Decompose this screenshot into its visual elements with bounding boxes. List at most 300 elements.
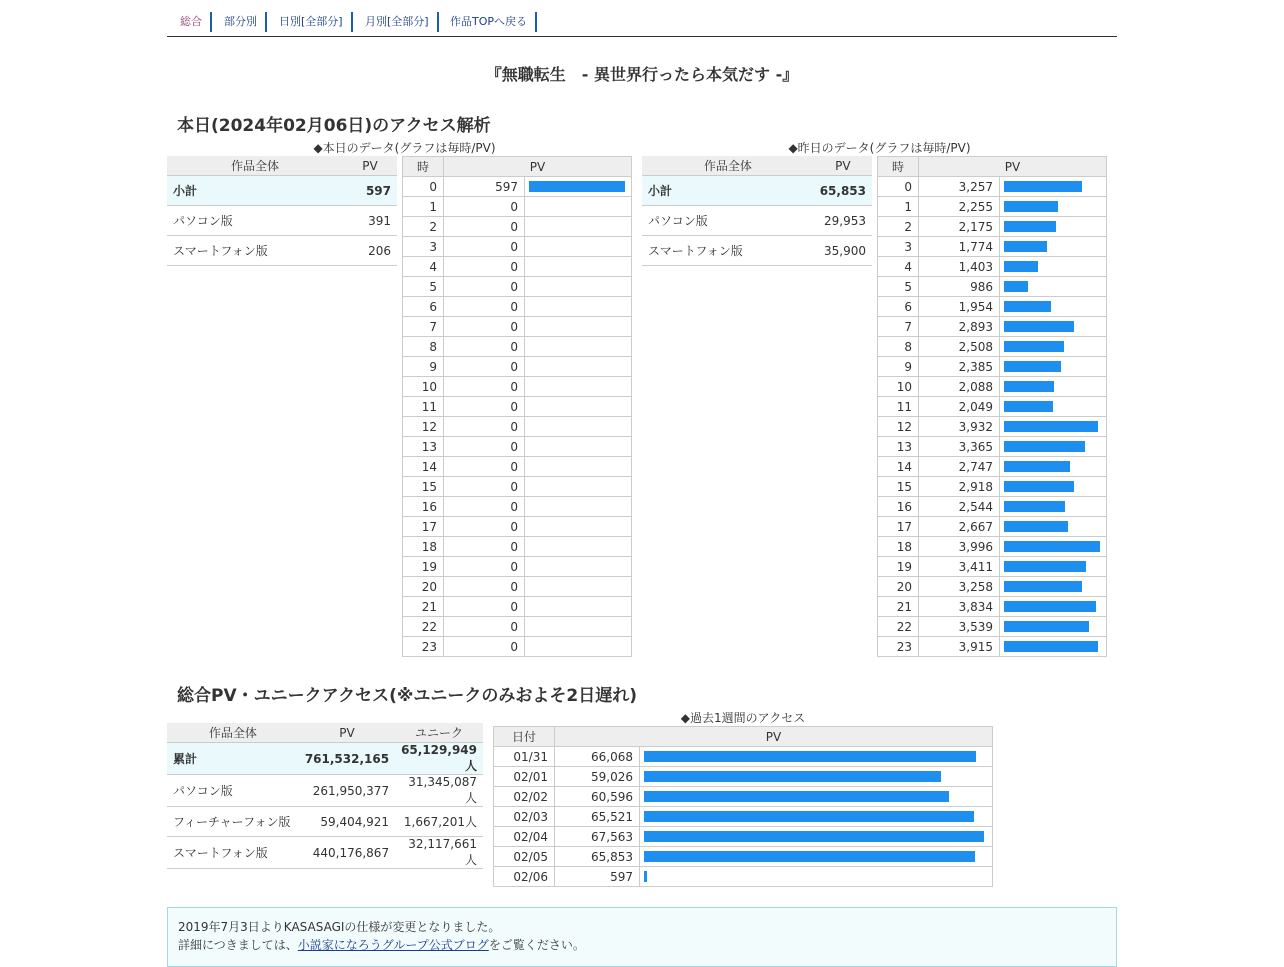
hour-cell: 9 — [878, 357, 919, 377]
hour-bar-cell — [1000, 437, 1107, 457]
row-label: 累計 — [167, 743, 299, 775]
hour-row — [878, 397, 1107, 417]
pv-bar — [1004, 401, 1053, 412]
nav-bar — [167, 10, 1117, 37]
hour-cell: 19 — [878, 557, 919, 577]
yesterday-summary-table — [642, 156, 872, 266]
pv-bar — [1004, 521, 1068, 532]
row-pv: 391 — [343, 206, 397, 236]
hour-row — [403, 477, 632, 497]
hour-row — [878, 357, 1107, 377]
hour-pv: 0 — [444, 457, 525, 477]
hour-cell: 11 — [403, 397, 444, 417]
hour-pv: 0 — [444, 537, 525, 557]
pv-bar — [1004, 341, 1064, 352]
hour-row — [878, 597, 1107, 617]
hour-pv: 2,893 — [919, 317, 1000, 337]
hour-bar-cell — [525, 457, 632, 477]
pv-bar — [644, 751, 976, 762]
hour-pv: 2,049 — [919, 397, 1000, 417]
hour-cell: 6 — [878, 297, 919, 317]
hour-cell: 3 — [403, 237, 444, 257]
hour-pv: 0 — [444, 397, 525, 417]
hour-row — [403, 237, 632, 257]
hour-pv: 2,385 — [919, 357, 1000, 377]
hour-cell: 16 — [878, 497, 919, 517]
hour-bar-cell — [1000, 477, 1107, 497]
hour-bar-cell — [1000, 237, 1107, 257]
pv-bar — [1004, 461, 1070, 472]
pv-bar — [1004, 301, 1051, 312]
summary-row — [167, 837, 483, 869]
pv-bar — [1004, 421, 1098, 432]
hour-row — [878, 457, 1107, 477]
pv-bar — [1004, 501, 1065, 512]
summary-row — [642, 176, 872, 206]
week-pv: 65,521 — [555, 807, 640, 827]
hour-cell: 1 — [878, 197, 919, 217]
week-row — [494, 747, 993, 767]
hour-row — [878, 477, 1107, 497]
hour-bar-cell — [1000, 577, 1107, 597]
hour-pv: 3,539 — [919, 617, 1000, 637]
nav-by-part[interactable]: 部分別 — [224, 12, 267, 32]
row-label: パソコン版 — [167, 775, 299, 807]
hour-cell: 11 — [878, 397, 919, 417]
week-bar-cell — [640, 787, 993, 807]
pv-bar — [644, 851, 975, 862]
hour-cell: 4 — [403, 257, 444, 277]
week-bar-cell — [640, 827, 993, 847]
hour-pv: 0 — [444, 357, 525, 377]
pv-bar — [1004, 541, 1100, 552]
hour-row — [878, 237, 1107, 257]
hour-row — [878, 617, 1107, 637]
hour-pv: 2,175 — [919, 217, 1000, 237]
week-date: 01/31 — [494, 747, 555, 767]
week-bar-cell — [640, 767, 993, 787]
hour-bar-cell — [1000, 197, 1107, 217]
pv-bar — [1004, 321, 1074, 332]
hour-cell: 10 — [878, 377, 919, 397]
row-pv: 35,900 — [814, 236, 872, 266]
hour-cell: 20 — [403, 577, 444, 597]
week-bar-cell — [640, 847, 993, 867]
hour-bar-cell — [525, 637, 632, 657]
hour-row — [878, 277, 1107, 297]
hour-pv: 0 — [444, 597, 525, 617]
hour-pv: 2,747 — [919, 457, 1000, 477]
hour-cell: 22 — [403, 617, 444, 637]
hour-cell: 3 — [878, 237, 919, 257]
week-bar-cell — [640, 807, 993, 827]
weekly-table — [493, 726, 993, 887]
hour-cell: 0 — [878, 177, 919, 197]
summary-row — [167, 743, 483, 775]
today-caption: ◆本日のデータ(グラフは毎時/PV) — [313, 141, 496, 155]
hour-pv: 0 — [444, 417, 525, 437]
week-bar-cell — [640, 867, 993, 887]
hour-row — [878, 257, 1107, 277]
yesterday-caption: ◆昨日のデータ(グラフは毎時/PV) — [788, 141, 971, 155]
hour-pv: 3,258 — [919, 577, 1000, 597]
hour-cell: 2 — [878, 217, 919, 237]
pv-bar — [1004, 481, 1074, 492]
hour-row — [403, 637, 632, 657]
row-label: パソコン版 — [642, 206, 814, 236]
hour-cell: 20 — [878, 577, 919, 597]
hour-row — [403, 197, 632, 217]
row-label: フィーチャーフォン版 — [167, 807, 299, 837]
hour-pv: 2,088 — [919, 377, 1000, 397]
hour-cell: 9 — [403, 357, 444, 377]
week-date: 02/06 — [494, 867, 555, 887]
hour-pv: 3,932 — [919, 417, 1000, 437]
pv-bar — [1004, 241, 1047, 252]
hour-pv: 3,257 — [919, 177, 1000, 197]
hour-row — [403, 217, 632, 237]
summary-row — [642, 206, 872, 236]
week-row — [494, 827, 993, 847]
col-work: 作品全体 — [167, 156, 343, 176]
hour-cell: 0 — [403, 177, 444, 197]
hour-bar-cell — [1000, 357, 1107, 377]
hour-row — [878, 217, 1107, 237]
hour-cell: 21 — [878, 597, 919, 617]
row-label: 小計 — [167, 176, 343, 206]
hour-row — [403, 357, 632, 377]
week-pv: 60,596 — [555, 787, 640, 807]
hour-pv: 3,996 — [919, 537, 1000, 557]
row-pv: 59,404,921 — [299, 807, 395, 837]
notice-prefix: 詳細につきましては、 — [178, 938, 298, 952]
row-pv: 761,532,165 — [299, 743, 395, 775]
hour-bar-cell — [525, 377, 632, 397]
hour-bar-cell — [1000, 617, 1107, 637]
summary-row — [167, 775, 483, 807]
hour-row — [878, 437, 1107, 457]
hour-pv: 0 — [444, 277, 525, 297]
hour-cell: 7 — [403, 317, 444, 337]
week-date: 02/01 — [494, 767, 555, 787]
col-date: 日付 — [494, 727, 555, 747]
hour-cell: 5 — [878, 277, 919, 297]
hour-cell: 5 — [403, 277, 444, 297]
hour-cell: 14 — [403, 457, 444, 477]
hour-cell: 10 — [403, 377, 444, 397]
hour-bar-cell — [525, 577, 632, 597]
pv-bar — [1004, 261, 1038, 272]
hour-row — [403, 437, 632, 457]
hour-pv: 0 — [444, 237, 525, 257]
summary-row — [167, 206, 397, 236]
hour-cell: 22 — [878, 617, 919, 637]
row-unique: 65,129,949人 — [395, 743, 483, 775]
week-caption: ◆過去1週間のアクセス — [680, 711, 806, 725]
pv-bar — [644, 811, 974, 822]
hour-bar-cell — [525, 537, 632, 557]
hour-pv: 0 — [444, 337, 525, 357]
hour-cell: 19 — [403, 557, 444, 577]
hour-row — [403, 317, 632, 337]
notice-line-1: 2019年7月3日よりKASASAGIの仕様が変更となりました。 — [178, 920, 501, 934]
hour-pv: 3,365 — [919, 437, 1000, 457]
hour-cell: 18 — [878, 537, 919, 557]
hour-row — [878, 197, 1107, 217]
hour-cell: 17 — [403, 517, 444, 537]
hour-row — [403, 297, 632, 317]
today-summary-table — [167, 156, 397, 266]
hour-row — [403, 277, 632, 297]
hour-pv: 0 — [444, 197, 525, 217]
hour-bar-cell — [525, 517, 632, 537]
week-pv: 66,068 — [555, 747, 640, 767]
hour-bar-cell — [525, 437, 632, 457]
pv-bar — [1004, 561, 1086, 572]
hour-row — [878, 497, 1107, 517]
col-hour: 時 — [403, 157, 444, 177]
hour-pv: 1,774 — [919, 237, 1000, 257]
notice-suffix: をご覧ください。 — [488, 938, 585, 952]
notice-box — [167, 907, 1117, 967]
hour-row — [403, 497, 632, 517]
week-bar-cell — [640, 747, 993, 767]
hour-pv: 986 — [919, 277, 1000, 297]
nav-monthly[interactable]: 月別[全部分] — [365, 12, 439, 32]
row-pv: 206 — [343, 236, 397, 266]
hour-pv: 0 — [444, 557, 525, 577]
hour-bar-cell — [525, 177, 632, 197]
hour-bar-cell — [1000, 257, 1107, 277]
pv-bar — [1004, 201, 1058, 212]
hour-pv: 0 — [444, 637, 525, 657]
hour-bar-cell — [1000, 297, 1107, 317]
col-unique: ユニーク — [395, 723, 483, 743]
col-pv: PV — [814, 156, 872, 176]
hour-bar-cell — [1000, 497, 1107, 517]
week-pv: 59,026 — [555, 767, 640, 787]
hour-bar-cell — [525, 297, 632, 317]
hour-row — [878, 577, 1107, 597]
hour-bar-cell — [1000, 397, 1107, 417]
hour-bar-cell — [1000, 217, 1107, 237]
pv-bar — [529, 181, 625, 192]
hour-row — [878, 537, 1107, 557]
hour-bar-cell — [1000, 557, 1107, 577]
total-summary-table — [167, 723, 483, 869]
today-section-title: 本日(2024年02月06日)のアクセス解析 — [177, 116, 491, 136]
hour-pv: 0 — [444, 317, 525, 337]
hour-pv: 2,255 — [919, 197, 1000, 217]
hour-row — [403, 417, 632, 437]
work-title: 『無職転生 - 異世界行ったら本気だす -』 — [485, 65, 799, 84]
hour-bar-cell — [1000, 377, 1107, 397]
nav-daily[interactable]: 日別[全部分] — [279, 12, 353, 32]
week-date: 02/05 — [494, 847, 555, 867]
hour-bar-cell — [1000, 597, 1107, 617]
hour-cell: 23 — [878, 637, 919, 657]
hour-row — [878, 637, 1107, 657]
pv-bar — [644, 791, 949, 802]
hour-pv: 2,544 — [919, 497, 1000, 517]
hour-row — [403, 257, 632, 277]
week-date: 02/02 — [494, 787, 555, 807]
hour-cell: 23 — [403, 637, 444, 657]
row-pv: 261,950,377 — [299, 775, 395, 807]
row-unique: 32,117,661人 — [395, 837, 483, 869]
row-unique: 31,345,087人 — [395, 775, 483, 807]
hour-cell: 4 — [878, 257, 919, 277]
summary-row — [167, 176, 397, 206]
row-pv: 29,953 — [814, 206, 872, 236]
week-pv: 67,563 — [555, 827, 640, 847]
week-row — [494, 807, 993, 827]
pv-bar — [1004, 281, 1028, 292]
hour-bar-cell — [525, 597, 632, 617]
hour-row — [403, 537, 632, 557]
official-blog-link[interactable]: 小説家になろうグループ公式ブログ — [297, 938, 489, 952]
week-date: 02/04 — [494, 827, 555, 847]
hour-bar-cell — [1000, 417, 1107, 437]
hour-cell: 21 — [403, 597, 444, 617]
col-pv: PV — [299, 723, 395, 743]
pv-bar — [1004, 601, 1096, 612]
hour-bar-cell — [1000, 517, 1107, 537]
hour-pv: 1,954 — [919, 297, 1000, 317]
hour-row — [403, 577, 632, 597]
hour-pv: 2,667 — [919, 517, 1000, 537]
hour-row — [878, 377, 1107, 397]
hour-cell: 8 — [403, 337, 444, 357]
summary-row — [167, 236, 397, 266]
row-label: スマートフォン版 — [167, 236, 343, 266]
hour-bar-cell — [1000, 457, 1107, 477]
pv-bar — [1004, 441, 1085, 452]
hour-pv: 1,403 — [919, 257, 1000, 277]
hour-pv: 0 — [444, 377, 525, 397]
hour-cell: 12 — [878, 417, 919, 437]
hour-pv: 0 — [444, 297, 525, 317]
col-pv: PV — [919, 157, 1107, 177]
hour-pv: 0 — [444, 477, 525, 497]
hour-cell: 13 — [403, 437, 444, 457]
hour-cell: 8 — [878, 337, 919, 357]
hour-bar-cell — [525, 217, 632, 237]
hour-row — [403, 617, 632, 637]
nav-overall[interactable]: 総合 — [180, 12, 212, 32]
hour-row — [403, 557, 632, 577]
hour-row — [878, 417, 1107, 437]
hour-bar-cell — [525, 257, 632, 277]
summary-row — [167, 807, 483, 837]
hour-bar-cell — [525, 497, 632, 517]
nav-back-to-top[interactable]: 作品TOPへ戻る — [450, 12, 537, 32]
col-pv: PV — [343, 156, 397, 176]
col-work: 作品全体 — [642, 156, 814, 176]
hour-row — [403, 397, 632, 417]
hour-bar-cell — [525, 557, 632, 577]
hour-pv: 2,918 — [919, 477, 1000, 497]
hour-pv: 3,834 — [919, 597, 1000, 617]
hour-bar-cell — [525, 197, 632, 217]
col-pv: PV — [555, 727, 993, 747]
hour-cell: 13 — [878, 437, 919, 457]
row-unique: 1,667,201人 — [395, 807, 483, 837]
col-hour: 時 — [878, 157, 919, 177]
hour-pv: 0 — [444, 517, 525, 537]
hour-pv: 0 — [444, 577, 525, 597]
pv-bar — [1004, 581, 1082, 592]
week-row — [494, 847, 993, 867]
hour-pv: 3,915 — [919, 637, 1000, 657]
row-label: スマートフォン版 — [167, 837, 299, 869]
hour-pv: 0 — [444, 497, 525, 517]
hour-bar-cell — [525, 237, 632, 257]
hour-row — [403, 597, 632, 617]
week-row — [494, 867, 993, 887]
hour-bar-cell — [525, 397, 632, 417]
total-section-title: 総合PV・ユニークアクセス(※ユニークのみおよそ2日遅れ) — [177, 686, 637, 706]
hour-cell: 15 — [403, 477, 444, 497]
pv-bar — [644, 831, 984, 842]
hour-pv: 0 — [444, 617, 525, 637]
pv-bar — [644, 871, 647, 882]
hour-bar-cell — [525, 617, 632, 637]
hour-bar-cell — [1000, 337, 1107, 357]
hour-cell: 17 — [878, 517, 919, 537]
row-pv: 65,853 — [814, 176, 872, 206]
summary-row — [642, 236, 872, 266]
hour-cell: 15 — [878, 477, 919, 497]
row-pv: 597 — [343, 176, 397, 206]
hour-cell: 2 — [403, 217, 444, 237]
hour-bar-cell — [1000, 637, 1107, 657]
week-row — [494, 767, 993, 787]
col-pv: PV — [444, 157, 632, 177]
hour-bar-cell — [525, 317, 632, 337]
hour-row — [403, 337, 632, 357]
week-pv: 597 — [555, 867, 640, 887]
hour-pv: 0 — [444, 437, 525, 457]
pv-bar — [1004, 621, 1089, 632]
hour-row — [878, 557, 1107, 577]
hour-bar-cell — [1000, 177, 1107, 197]
hour-bar-cell — [525, 357, 632, 377]
pv-bar — [1004, 641, 1098, 652]
row-label: パソコン版 — [167, 206, 343, 236]
today-hourly-table — [402, 156, 632, 657]
pv-bar — [1004, 221, 1056, 232]
hour-cell: 6 — [403, 297, 444, 317]
hour-row — [878, 177, 1107, 197]
pv-bar — [1004, 361, 1061, 372]
row-label: スマートフォン版 — [642, 236, 814, 266]
hour-cell: 12 — [403, 417, 444, 437]
hour-bar-cell — [1000, 317, 1107, 337]
week-date: 02/03 — [494, 807, 555, 827]
hour-row — [878, 297, 1107, 317]
hour-cell: 1 — [403, 197, 444, 217]
hour-row — [878, 517, 1107, 537]
hour-bar-cell — [525, 277, 632, 297]
week-pv: 65,853 — [555, 847, 640, 867]
hour-bar-cell — [1000, 277, 1107, 297]
pv-bar — [644, 771, 941, 782]
hour-row — [403, 177, 632, 197]
pv-bar — [1004, 181, 1082, 192]
row-pv: 440,176,867 — [299, 837, 395, 869]
hour-row — [878, 317, 1107, 337]
